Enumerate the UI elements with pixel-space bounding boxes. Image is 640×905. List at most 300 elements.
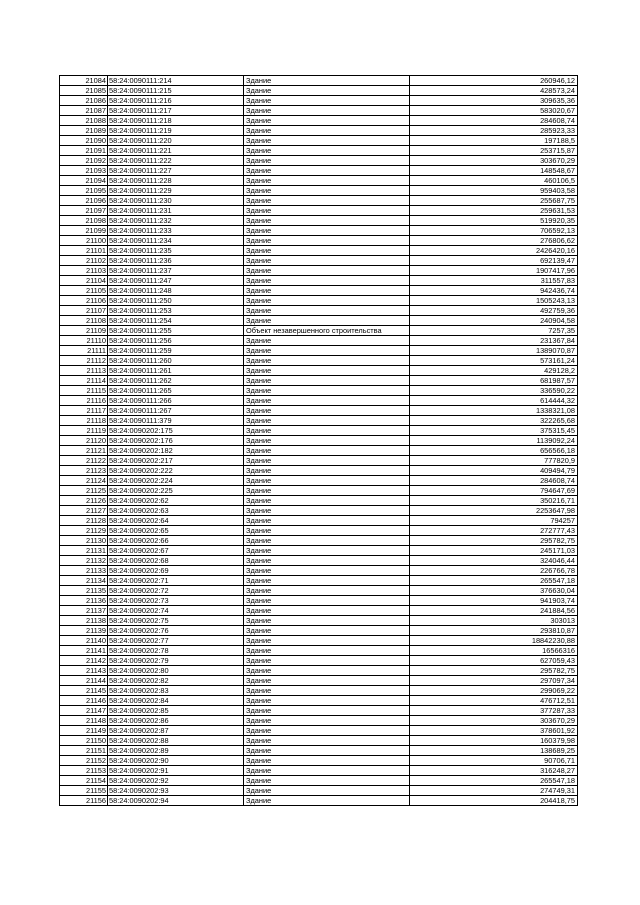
table-body (60, 76, 578, 806)
cadastral-number-cell: 58:24:0090111:265 (108, 386, 244, 396)
table-row (60, 246, 578, 256)
table-row (60, 376, 578, 386)
value-cell: 627059,43 (410, 656, 578, 666)
cadastral-number-cell: 58:24:0090111:227 (108, 166, 244, 176)
table-row (60, 166, 578, 176)
row-number-cell: 21144 (60, 676, 108, 686)
table-row (60, 206, 578, 216)
cadastral-number-cell: 58:24:0090202:92 (108, 776, 244, 786)
table-row (60, 756, 578, 766)
table-row (60, 566, 578, 576)
table-row (60, 186, 578, 196)
row-number-cell: 21096 (60, 196, 108, 206)
object-type-cell: Здание (244, 316, 410, 326)
table-row (60, 716, 578, 726)
value-cell: 260946,12 (410, 76, 578, 86)
table-row (60, 746, 578, 756)
table-row (60, 326, 578, 336)
object-type-cell: Здание (244, 706, 410, 716)
cadastral-number-cell: 58:24:0090111:222 (108, 156, 244, 166)
object-type-cell: Здание (244, 196, 410, 206)
value-cell: 285923,33 (410, 126, 578, 136)
value-cell: 794647,69 (410, 486, 578, 496)
row-number-cell: 21119 (60, 426, 108, 436)
object-type-cell: Здание (244, 736, 410, 746)
table-row (60, 176, 578, 186)
table-row (60, 106, 578, 116)
object-type-cell: Здание (244, 556, 410, 566)
table-row (60, 126, 578, 136)
value-cell: 255687,75 (410, 196, 578, 206)
value-cell: 303670,29 (410, 156, 578, 166)
cadastral-number-cell: 58:24:0090202:225 (108, 486, 244, 496)
table-row (60, 276, 578, 286)
row-number-cell: 21130 (60, 536, 108, 546)
cadastral-number-cell: 58:24:0090111:218 (108, 116, 244, 126)
object-type-cell: Здание (244, 306, 410, 316)
table-row (60, 546, 578, 556)
object-type-cell: Здание (244, 146, 410, 156)
table-row (60, 286, 578, 296)
value-cell: 253715,87 (410, 146, 578, 156)
table-row (60, 76, 578, 86)
row-number-cell: 21118 (60, 416, 108, 426)
value-cell: 284608,74 (410, 116, 578, 126)
value-cell: 350216,71 (410, 496, 578, 506)
object-type-cell: Здание (244, 346, 410, 356)
row-number-cell: 21098 (60, 216, 108, 226)
table-row (60, 316, 578, 326)
value-cell: 272777,43 (410, 526, 578, 536)
table-row (60, 476, 578, 486)
cadastral-number-cell: 58:24:0090111:215 (108, 86, 244, 96)
value-cell: 1338321,08 (410, 406, 578, 416)
object-type-cell: Здание (244, 376, 410, 386)
row-number-cell: 21129 (60, 526, 108, 536)
value-cell: 148548,67 (410, 166, 578, 176)
row-number-cell: 21112 (60, 356, 108, 366)
object-type-cell: Здание (244, 416, 410, 426)
value-cell: 959403,58 (410, 186, 578, 196)
table-row (60, 646, 578, 656)
object-type-cell: Здание (244, 166, 410, 176)
value-cell: 309635,36 (410, 96, 578, 106)
object-type-cell: Здание (244, 776, 410, 786)
table-row (60, 636, 578, 646)
value-cell: 7257,35 (410, 326, 578, 336)
object-type-cell: Здание (244, 276, 410, 286)
cadastral-number-cell: 58:24:0090111:247 (108, 276, 244, 286)
row-number-cell: 21089 (60, 126, 108, 136)
table-row (60, 386, 578, 396)
row-number-cell: 21136 (60, 596, 108, 606)
table-row (60, 466, 578, 476)
row-number-cell: 21085 (60, 86, 108, 96)
cadastral-number-cell: 58:24:0090111:216 (108, 96, 244, 106)
cadastral-number-cell: 58:24:0090111:259 (108, 346, 244, 356)
row-number-cell: 21095 (60, 186, 108, 196)
row-number-cell: 21146 (60, 696, 108, 706)
value-cell: 492759,36 (410, 306, 578, 316)
object-type-cell: Здание (244, 756, 410, 766)
object-type-cell: Объект незавершенного строительства (244, 326, 410, 336)
row-number-cell: 21143 (60, 666, 108, 676)
object-type-cell: Здание (244, 436, 410, 446)
table-row (60, 776, 578, 786)
value-cell: 160379,98 (410, 736, 578, 746)
cadastral-number-cell: 58:24:0090202:224 (108, 476, 244, 486)
row-number-cell: 21090 (60, 136, 108, 146)
value-cell: 303013 (410, 616, 578, 626)
object-type-cell: Здание (244, 516, 410, 526)
object-type-cell: Здание (244, 106, 410, 116)
value-cell: 265547,18 (410, 576, 578, 586)
value-cell: 16566316 (410, 646, 578, 656)
table-row (60, 306, 578, 316)
cadastral-number-cell: 58:24:0090202:73 (108, 596, 244, 606)
row-number-cell: 21097 (60, 206, 108, 216)
cadastral-number-cell: 58:24:0090111:262 (108, 376, 244, 386)
row-number-cell: 21088 (60, 116, 108, 126)
object-type-cell: Здание (244, 566, 410, 576)
row-number-cell: 21142 (60, 656, 108, 666)
value-cell: 90706,71 (410, 756, 578, 766)
table-row (60, 346, 578, 356)
object-type-cell: Здание (244, 486, 410, 496)
object-type-cell: Здание (244, 336, 410, 346)
row-number-cell: 21135 (60, 586, 108, 596)
row-number-cell: 21120 (60, 436, 108, 446)
value-cell: 284608,74 (410, 476, 578, 486)
cadastral-number-cell: 58:24:0090111:214 (108, 76, 244, 86)
row-number-cell: 21133 (60, 566, 108, 576)
row-number-cell: 21113 (60, 366, 108, 376)
value-cell: 460106,5 (410, 176, 578, 186)
row-number-cell: 21091 (60, 146, 108, 156)
object-type-cell: Здание (244, 236, 410, 246)
table-row (60, 116, 578, 126)
object-type-cell: Здание (244, 746, 410, 756)
row-number-cell: 21131 (60, 546, 108, 556)
table-row (60, 786, 578, 796)
row-number-cell: 21115 (60, 386, 108, 396)
table-row (60, 446, 578, 456)
table-row (60, 526, 578, 536)
cadastral-number-cell: 58:24:0090111:232 (108, 216, 244, 226)
value-cell: 231367,84 (410, 336, 578, 346)
object-type-cell: Здание (244, 536, 410, 546)
cadastral-number-cell: 58:24:0090202:217 (108, 456, 244, 466)
object-type-cell: Здание (244, 296, 410, 306)
table-row (60, 396, 578, 406)
cadastral-number-cell: 58:24:0090111:234 (108, 236, 244, 246)
value-cell: 794257 (410, 516, 578, 526)
object-type-cell: Здание (244, 96, 410, 106)
row-number-cell: 21152 (60, 756, 108, 766)
row-number-cell: 21086 (60, 96, 108, 106)
value-cell: 573161,24 (410, 356, 578, 366)
object-type-cell: Здание (244, 716, 410, 726)
row-number-cell: 21156 (60, 796, 108, 806)
cadastral-number-cell: 58:24:0090202:66 (108, 536, 244, 546)
row-number-cell: 21125 (60, 486, 108, 496)
value-cell: 259631,53 (410, 206, 578, 216)
row-number-cell: 21101 (60, 246, 108, 256)
row-number-cell: 21094 (60, 176, 108, 186)
object-type-cell: Здание (244, 116, 410, 126)
table-row (60, 146, 578, 156)
table-row (60, 616, 578, 626)
cadastral-number-cell: 58:24:0090202:90 (108, 756, 244, 766)
row-number-cell: 21126 (60, 496, 108, 506)
cadastral-number-cell: 58:24:0090111:228 (108, 176, 244, 186)
object-type-cell: Здание (244, 726, 410, 736)
row-number-cell: 21124 (60, 476, 108, 486)
cadastral-number-cell: 58:24:0090202:82 (108, 676, 244, 686)
row-number-cell: 21103 (60, 266, 108, 276)
cadastral-number-cell: 58:24:0090202:175 (108, 426, 244, 436)
row-number-cell: 21108 (60, 316, 108, 326)
value-cell: 274749,31 (410, 786, 578, 796)
cadastral-number-cell: 58:24:0090202:74 (108, 606, 244, 616)
row-number-cell: 21141 (60, 646, 108, 656)
object-type-cell: Здание (244, 636, 410, 646)
value-cell: 240904,58 (410, 316, 578, 326)
cadastral-number-cell: 58:24:0090202:64 (108, 516, 244, 526)
table-row (60, 196, 578, 206)
value-cell: 519920,35 (410, 216, 578, 226)
cadastral-number-cell: 58:24:0090111:229 (108, 186, 244, 196)
table-row (60, 796, 578, 806)
cadastral-number-cell: 58:24:0090202:80 (108, 666, 244, 676)
cadastral-number-cell: 58:24:0090111:256 (108, 336, 244, 346)
object-type-cell: Здание (244, 446, 410, 456)
cadastral-number-cell: 58:24:0090202:84 (108, 696, 244, 706)
object-type-cell: Здание (244, 396, 410, 406)
table-row (60, 496, 578, 506)
cadastral-number-cell: 58:24:0090202:88 (108, 736, 244, 746)
object-type-cell: Здание (244, 136, 410, 146)
value-cell: 299069,22 (410, 686, 578, 696)
table-row (60, 406, 578, 416)
cadastral-number-cell: 58:24:0090202:176 (108, 436, 244, 446)
value-cell: 476712,51 (410, 696, 578, 706)
object-type-cell: Здание (244, 786, 410, 796)
object-type-cell: Здание (244, 586, 410, 596)
row-number-cell: 21087 (60, 106, 108, 116)
table-row (60, 136, 578, 146)
table-row (60, 336, 578, 346)
object-type-cell: Здание (244, 616, 410, 626)
object-type-cell: Здание (244, 76, 410, 86)
cadastral-number-cell: 58:24:0090111:220 (108, 136, 244, 146)
value-cell: 1907417,96 (410, 266, 578, 276)
table-row (60, 696, 578, 706)
object-type-cell: Здание (244, 286, 410, 296)
value-cell: 297097,34 (410, 676, 578, 686)
object-type-cell: Здание (244, 216, 410, 226)
cadastral-number-cell: 58:24:0090202:62 (108, 496, 244, 506)
cadastral-number-cell: 58:24:0090202:83 (108, 686, 244, 696)
value-cell: 378601,92 (410, 726, 578, 736)
cadastral-number-cell: 58:24:0090111:260 (108, 356, 244, 366)
cadastral-value-table (59, 75, 578, 806)
table-row (60, 226, 578, 236)
row-number-cell: 21132 (60, 556, 108, 566)
cadastral-number-cell: 58:24:0090111:230 (108, 196, 244, 206)
value-cell: 322265,68 (410, 416, 578, 426)
cadastral-number-cell: 58:24:0090111:254 (108, 316, 244, 326)
cadastral-number-cell: 58:24:0090202:71 (108, 576, 244, 586)
cadastral-number-cell: 58:24:0090202:76 (108, 626, 244, 636)
row-number-cell: 21109 (60, 326, 108, 336)
table-row (60, 266, 578, 276)
object-type-cell: Здание (244, 656, 410, 666)
object-type-cell: Здание (244, 596, 410, 606)
table-row (60, 666, 578, 676)
table-row (60, 516, 578, 526)
cadastral-number-cell: 58:24:0090111:235 (108, 246, 244, 256)
table-row (60, 576, 578, 586)
table-row (60, 296, 578, 306)
value-cell: 18842230,88 (410, 636, 578, 646)
object-type-cell: Здание (244, 606, 410, 616)
value-cell: 656566,18 (410, 446, 578, 456)
row-number-cell: 21104 (60, 276, 108, 286)
table-row (60, 766, 578, 776)
object-type-cell: Здание (244, 506, 410, 516)
cadastral-number-cell: 58:24:0090202:68 (108, 556, 244, 566)
object-type-cell: Здание (244, 156, 410, 166)
row-number-cell: 21145 (60, 686, 108, 696)
cadastral-number-cell: 58:24:0090111:236 (108, 256, 244, 266)
object-type-cell: Здание (244, 126, 410, 136)
row-number-cell: 21111 (60, 346, 108, 356)
cadastral-number-cell: 58:24:0090111:217 (108, 106, 244, 116)
row-number-cell: 21151 (60, 746, 108, 756)
object-type-cell: Здание (244, 206, 410, 216)
row-number-cell: 21121 (60, 446, 108, 456)
object-type-cell: Здание (244, 766, 410, 776)
value-cell: 681987,57 (410, 376, 578, 386)
cadastral-number-cell: 58:24:0090202:69 (108, 566, 244, 576)
cadastral-number-cell: 58:24:0090111:379 (108, 416, 244, 426)
table-row (60, 596, 578, 606)
row-number-cell: 21107 (60, 306, 108, 316)
row-number-cell: 21123 (60, 466, 108, 476)
row-number-cell: 21148 (60, 716, 108, 726)
value-cell: 614444,32 (410, 396, 578, 406)
object-type-cell: Здание (244, 546, 410, 556)
value-cell: 2426420,16 (410, 246, 578, 256)
value-cell: 777820,9 (410, 456, 578, 466)
object-type-cell: Здание (244, 356, 410, 366)
cadastral-number-cell: 58:24:0090111:250 (108, 296, 244, 306)
value-cell: 295782,75 (410, 666, 578, 676)
row-number-cell: 21134 (60, 576, 108, 586)
value-cell: 706592,13 (410, 226, 578, 236)
table-row (60, 506, 578, 516)
object-type-cell: Здание (244, 256, 410, 266)
table-row (60, 706, 578, 716)
object-type-cell: Здание (244, 666, 410, 676)
row-number-cell: 21102 (60, 256, 108, 266)
row-number-cell: 21149 (60, 726, 108, 736)
value-cell: 138689,25 (410, 746, 578, 756)
value-cell: 692139,47 (410, 256, 578, 266)
value-cell: 942436,74 (410, 286, 578, 296)
cadastral-number-cell: 58:24:0090111:219 (108, 126, 244, 136)
table-row (60, 256, 578, 266)
value-cell: 303670,29 (410, 716, 578, 726)
value-cell: 293810,87 (410, 626, 578, 636)
object-type-cell: Здание (244, 576, 410, 586)
cadastral-number-cell: 58:24:0090111:231 (108, 206, 244, 216)
object-type-cell: Здание (244, 86, 410, 96)
row-number-cell: 21122 (60, 456, 108, 466)
value-cell: 316248,27 (410, 766, 578, 776)
cadastral-number-cell: 58:24:0090111:261 (108, 366, 244, 376)
row-number-cell: 21100 (60, 236, 108, 246)
row-number-cell: 21110 (60, 336, 108, 346)
value-cell: 1505243,13 (410, 296, 578, 306)
row-number-cell: 21084 (60, 76, 108, 86)
table-row (60, 456, 578, 466)
row-number-cell: 21140 (60, 636, 108, 646)
object-type-cell: Здание (244, 426, 410, 436)
cadastral-number-cell: 58:24:0090202:222 (108, 466, 244, 476)
object-type-cell: Здание (244, 266, 410, 276)
cadastral-number-cell: 58:24:0090202:63 (108, 506, 244, 516)
table-row (60, 556, 578, 566)
cadastral-number-cell: 58:24:0090202:78 (108, 646, 244, 656)
object-type-cell: Здание (244, 186, 410, 196)
value-cell: 311557,83 (410, 276, 578, 286)
cadastral-number-cell: 58:24:0090202:65 (108, 526, 244, 536)
value-cell: 428573,24 (410, 86, 578, 96)
cadastral-number-cell: 58:24:0090202:79 (108, 656, 244, 666)
table-row (60, 426, 578, 436)
table-row (60, 436, 578, 446)
value-cell: 265547,18 (410, 776, 578, 786)
row-number-cell: 21138 (60, 616, 108, 626)
object-type-cell: Здание (244, 626, 410, 636)
value-cell: 2253647,98 (410, 506, 578, 516)
table-row (60, 606, 578, 616)
table-row (60, 686, 578, 696)
row-number-cell: 21106 (60, 296, 108, 306)
row-number-cell: 21128 (60, 516, 108, 526)
value-cell: 226766,78 (410, 566, 578, 576)
value-cell: 197188,5 (410, 136, 578, 146)
table-row (60, 96, 578, 106)
object-type-cell: Здание (244, 476, 410, 486)
value-cell: 336590,22 (410, 386, 578, 396)
value-cell: 1389070,87 (410, 346, 578, 356)
cadastral-number-cell: 58:24:0090111:253 (108, 306, 244, 316)
value-cell: 241884,56 (410, 606, 578, 616)
row-number-cell: 21147 (60, 706, 108, 716)
object-type-cell: Здание (244, 466, 410, 476)
object-type-cell: Здание (244, 246, 410, 256)
cadastral-number-cell: 58:24:0090111:255 (108, 326, 244, 336)
row-number-cell: 21150 (60, 736, 108, 746)
table-row (60, 736, 578, 746)
object-type-cell: Здание (244, 696, 410, 706)
value-cell: 276806,62 (410, 236, 578, 246)
object-type-cell: Здание (244, 226, 410, 236)
object-type-cell: Здание (244, 366, 410, 376)
